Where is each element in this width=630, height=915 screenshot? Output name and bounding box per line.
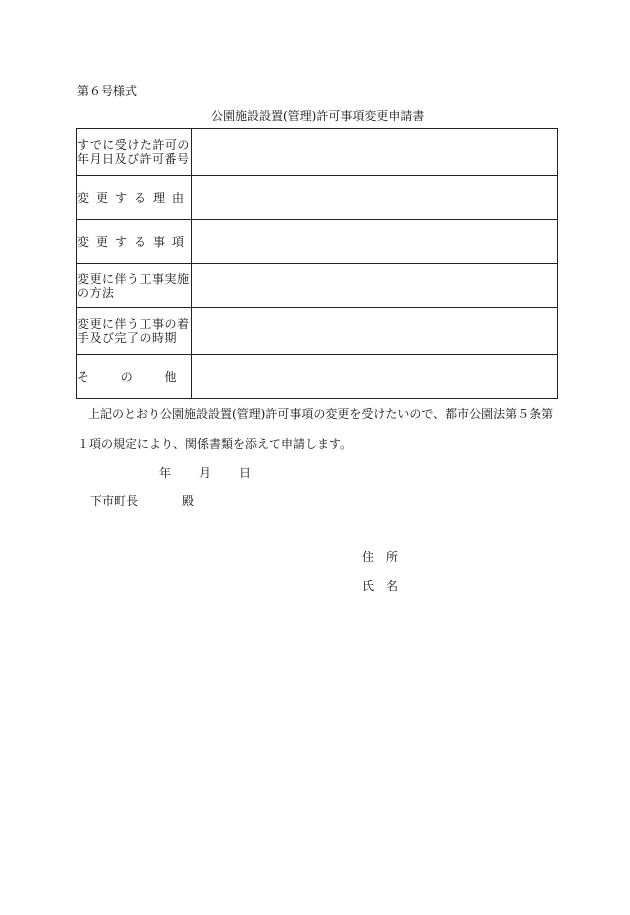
label-change-items: 変更する事項	[77, 220, 192, 264]
addressee	[90, 494, 194, 508]
table-row	[77, 176, 558, 220]
applicant-address-label: 住 所	[362, 550, 399, 564]
table-row	[77, 308, 558, 355]
table-row	[77, 355, 558, 399]
date-month: 月	[199, 466, 212, 480]
label-change-reason: 変更する理由	[77, 176, 192, 220]
value-change-items[interactable]	[192, 220, 558, 264]
other-char-3: 他	[164, 369, 177, 384]
table-row	[77, 264, 558, 308]
label-construction-method: 変更に伴う工事実施の方法	[77, 264, 192, 308]
date-day: 日	[239, 466, 252, 480]
value-construction-period[interactable]	[192, 308, 558, 355]
form-number: 第６号様式	[77, 84, 138, 98]
table-row	[77, 220, 558, 264]
date-year: 年	[159, 466, 172, 480]
application-table	[76, 128, 558, 399]
label-other	[77, 355, 192, 399]
other-char-2: の	[120, 369, 134, 384]
request-statement-line-1: 上記のとおり公園施設設置(管理)許可事項の変更を受けたいので、都市公園法第５条第	[88, 407, 554, 421]
addressee-honorific: 殿	[182, 494, 195, 508]
value-change-reason[interactable]	[192, 176, 558, 220]
applicant-name-label: 氏 名	[362, 579, 399, 593]
other-char-1: そ	[77, 369, 90, 384]
value-other[interactable]	[192, 355, 558, 399]
value-previous-permit[interactable]	[192, 129, 558, 176]
addressee-name: 下市町長	[90, 494, 139, 508]
value-construction-method[interactable]	[192, 264, 558, 308]
document-title: 公園施設設置(管理)許可事項変更申請書	[211, 109, 425, 123]
table-row	[77, 129, 558, 176]
label-previous-permit: すでに受けた許可の年月日及び許可番号	[77, 129, 192, 176]
label-construction-period: 変更に伴う工事の着手及び完了の時期	[77, 308, 192, 355]
date-line	[159, 466, 251, 480]
request-statement-line-2: １項の規定により、関係書類を添えて申請します。	[77, 437, 353, 451]
